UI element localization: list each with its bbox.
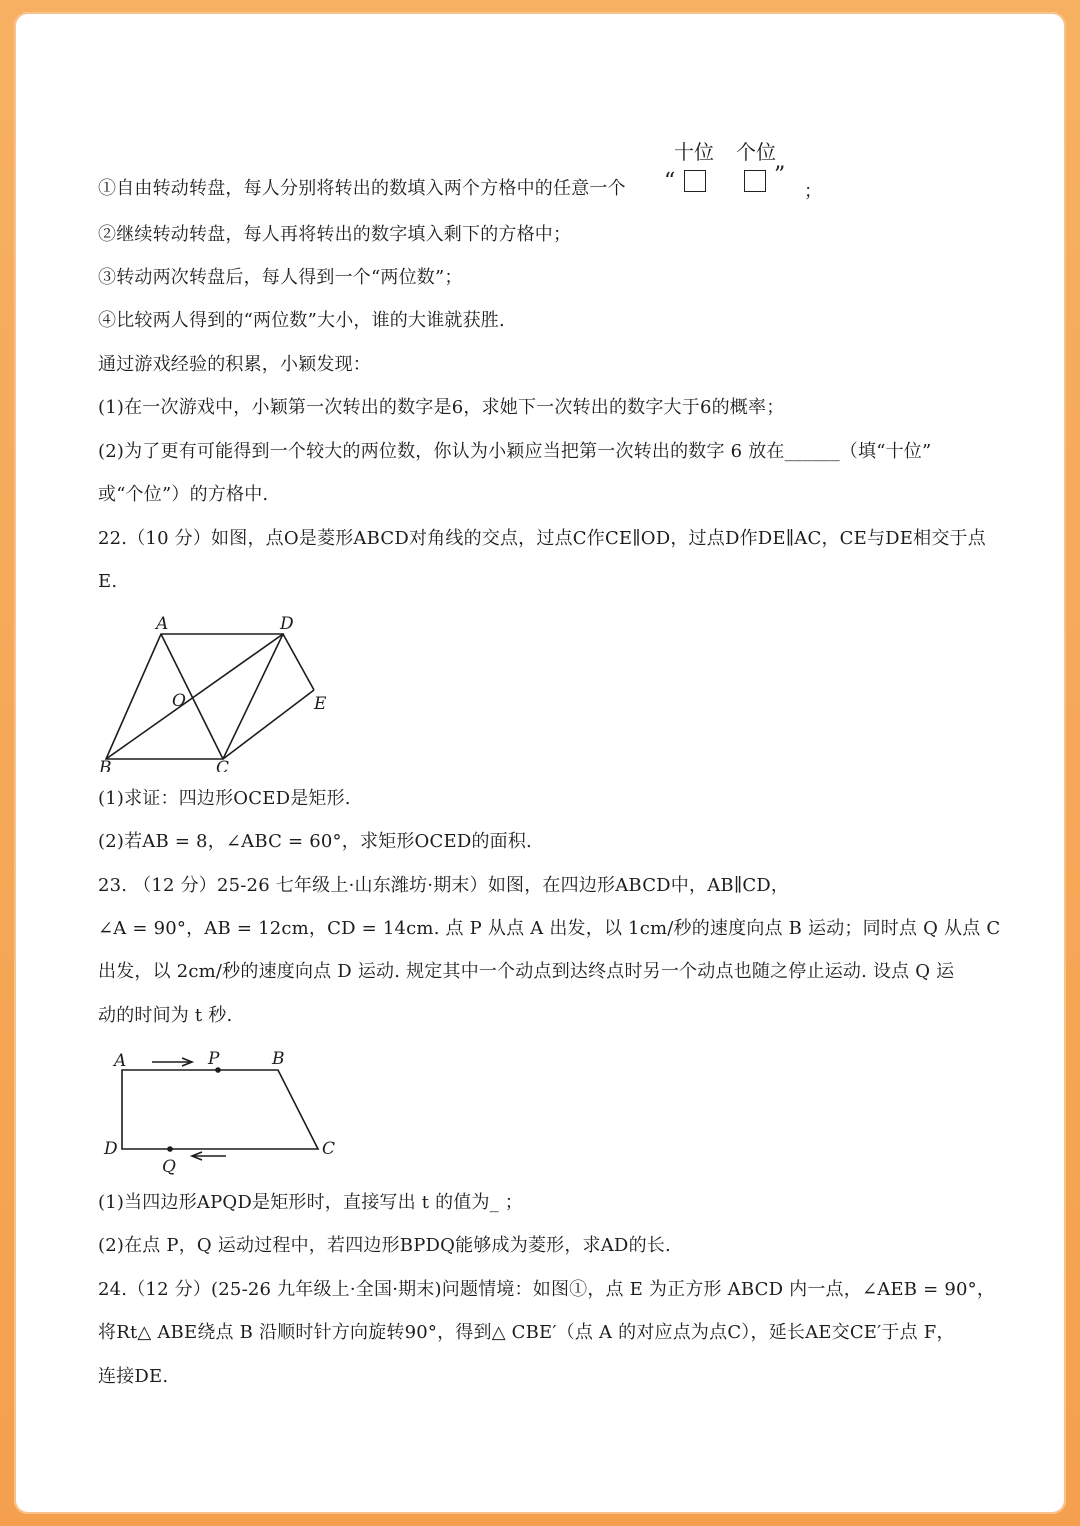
trapezoid-figure — [98, 1048, 368, 1178]
q24-stem-3: 连接DE. — [98, 1366, 169, 1387]
rule-1-end: ； — [804, 181, 823, 202]
segment-de — [283, 634, 314, 690]
rule-2: ②继续转动转盘，每人再将转出的数字填入剩下的方格中； — [98, 224, 572, 245]
rule-1-text: ①自由转动转盘，每人分别将转出的数填入两个方格中的任意一个 — [98, 178, 626, 199]
tens-label: 十位 — [674, 140, 714, 164]
quadrilateral-abcd — [122, 1070, 318, 1149]
q22-part2: (2)若AB = 8，∠ABC = 60°，求矩形OCED的面积. — [98, 831, 532, 852]
label-a: A — [156, 614, 169, 634]
segment-ce — [223, 690, 314, 759]
rule-4: ④比较两人得到的“两位数”大小，谁的大谁就获胜. — [98, 310, 505, 331]
label-b2: B — [272, 1049, 285, 1069]
rule-3: ③转动两次转盘后，每人得到一个“两位数”； — [98, 267, 463, 288]
ones-label: 个位 — [736, 140, 776, 164]
q21-part2-cont: 或“个位”）的方格中. — [98, 484, 269, 505]
label-e: E — [314, 694, 327, 714]
q22-stem: 22.（10 分）如图，点O是菱形ABCD对角线的交点，过点C作CE∥OD，过点D作DE∥AC，CE与DE相交于点 — [98, 528, 986, 549]
diagonal-ac — [161, 634, 223, 759]
tens-box — [684, 170, 706, 192]
document-sheet — [14, 12, 1066, 1514]
q24-stem: 24.（12 分）(25-26 九年级上·全国·期末)问题情境：如图①，点 E 为正方形 ABCD 内一点，∠AEB = 90°， — [98, 1279, 996, 1300]
label-q: Q — [162, 1157, 176, 1177]
label-b: B — [99, 758, 112, 772]
q23-stem: 23. （12 分）25-26 七年级上·山东潍坊·期末）如图，在四边形ABCD中，AB∥CD， — [98, 875, 790, 896]
q24-stem-2: 将Rt△ ABE绕点 B 沿顺时针方向旋转90°，得到△ CBE′（点 A 的对应点为点C），延长AE交CE′于点 F， — [98, 1322, 955, 1343]
quote-open: “ — [664, 169, 676, 194]
label-d2: D — [104, 1139, 118, 1159]
rhombus-figure — [98, 612, 358, 772]
ones-box — [744, 170, 766, 192]
q22-part1: (1)求证：四边形OCED是矩形. — [98, 788, 351, 809]
label-a2: A — [114, 1051, 127, 1071]
label-o: O — [172, 691, 186, 711]
q21-part1: (1)在一次游戏中，小颖第一次转出的数字是6，求她下一次转出的数字大于6的概率； — [98, 397, 785, 418]
label-c2: C — [322, 1139, 336, 1159]
label-p: P — [208, 1049, 220, 1069]
label-d: D — [280, 614, 294, 634]
point-q — [167, 1146, 173, 1152]
q22-stem-cont: E. — [98, 571, 118, 592]
quote-close: ” — [774, 163, 786, 188]
q21-part2: (2)为了更有可能得到一个较大的两位数，你认为小颖应当把第一次转出的数字 6 放在______（填“十位” — [98, 441, 932, 462]
discovery-intro: 通过游戏经验的积累，小颖发现： — [98, 354, 371, 375]
q23-stem-2: ∠A = 90°，AB = 12cm，CD = 14cm. 点 P 从点 A 出发，以 1cm/秒的速度向点 B 运动；同时点 Q 从点 C — [98, 918, 1001, 939]
q23-stem-3: 出发，以 2cm/秒的速度向点 D 运动. 规定其中一个动点到达终点时另一个动点也随之停止运动. 设点 Q 运 — [98, 961, 955, 982]
diagonal-bd — [106, 634, 283, 759]
q23-part1: (1)当四边形APQD是矩形时，直接写出 t 的值为_ ； — [98, 1192, 523, 1213]
label-c: C — [216, 758, 230, 772]
q23-part2: (2)在点 P，Q 运动过程中，若四边形BPDQ能够成为菱形，求AD的长. — [98, 1235, 671, 1256]
q23-stem-4: 动的时间为 t 秒. — [98, 1005, 233, 1026]
